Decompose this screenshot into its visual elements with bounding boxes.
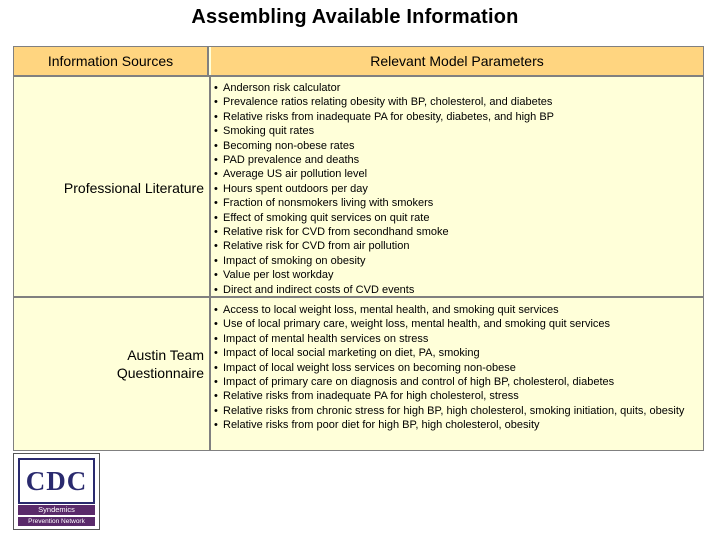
- parameter-list-questionnaire: [214, 303, 699, 433]
- parameter-item: • Relative risks from inadequate PA for high cholesterol, stress: [214, 389, 699, 403]
- cdc-logo: [13, 453, 100, 530]
- parameter-item: • Relative risks from chronic stress for high BP, high cholesterol, smoking initiation, quits, obesity: [214, 404, 699, 418]
- parameter-item: • Anderson risk calculator: [214, 81, 699, 95]
- parameter-item: • Effect of smoking quit services on quit rate: [214, 211, 699, 225]
- parameter-item: • Impact of primary care on diagnosis and control of high BP, cholesterol, diabetes: [214, 375, 699, 389]
- source-line: Questionnaire: [116, 365, 204, 381]
- parameter-item: • Value per lost workday: [214, 268, 699, 282]
- parameter-item: • Average US air pollution level: [214, 167, 699, 181]
- source-austin-team-questionnaire: [14, 346, 204, 382]
- information-table: [13, 46, 704, 451]
- parameter-item: • Impact of local social marketing on diet, PA, smoking: [214, 346, 699, 360]
- parameter-item: • Smoking quit rates: [214, 124, 699, 138]
- source-line: Austin Team: [127, 347, 204, 363]
- parameter-item: • Relative risk for CVD from air pollution: [214, 239, 699, 253]
- parameter-item: • Relative risks from poor diet for high BP, high cholesterol, obesity: [214, 418, 699, 432]
- parameter-item: • Fraction of nonsmokers living with smokers: [214, 196, 699, 210]
- cdc-logo-mark: [18, 458, 95, 504]
- logo-caption-line2: Prevention Network: [18, 517, 95, 526]
- parameter-item: • Becoming non-obese rates: [214, 139, 699, 153]
- header-parameters: Relevant Model Parameters: [211, 47, 703, 75]
- parameter-item: • Hours spent outdoors per day: [214, 182, 699, 196]
- parameter-item: • Relative risks from inadequate PA for obesity, diabetes, and high BP: [214, 110, 699, 124]
- parameter-item: • Use of local primary care, weight loss, mental health, and smoking quit services: [214, 317, 699, 331]
- logo-caption-line1: Syndemics: [18, 505, 95, 515]
- parameter-item: • PAD prevalence and deaths: [214, 153, 699, 167]
- parameter-item: • Access to local weight loss, mental health, and smoking quit services: [214, 303, 699, 317]
- source-professional-literature: Professional Literature: [63, 180, 204, 196]
- column-divider: [209, 75, 211, 450]
- parameter-item: • Relative risk for CVD from secondhand smoke: [214, 225, 699, 239]
- parameter-item: • Direct and indirect costs of CVD events: [214, 283, 699, 297]
- header-divider: [14, 75, 703, 77]
- cdc-logo-text: CDC: [25, 465, 88, 496]
- parameter-item: • Impact of mental health services on stress: [214, 332, 699, 346]
- parameter-item: • Impact of local weight loss services on becoming non-obese: [214, 361, 699, 375]
- parameter-item: • Impact of smoking on obesity: [214, 254, 699, 268]
- parameter-list-literature: [214, 81, 699, 297]
- page-title: Assembling Available Information: [191, 6, 519, 28]
- parameter-item: • Prevalence ratios relating obesity with BP, cholesterol, and diabetes: [214, 95, 699, 109]
- header-sources: Information Sources: [14, 47, 209, 75]
